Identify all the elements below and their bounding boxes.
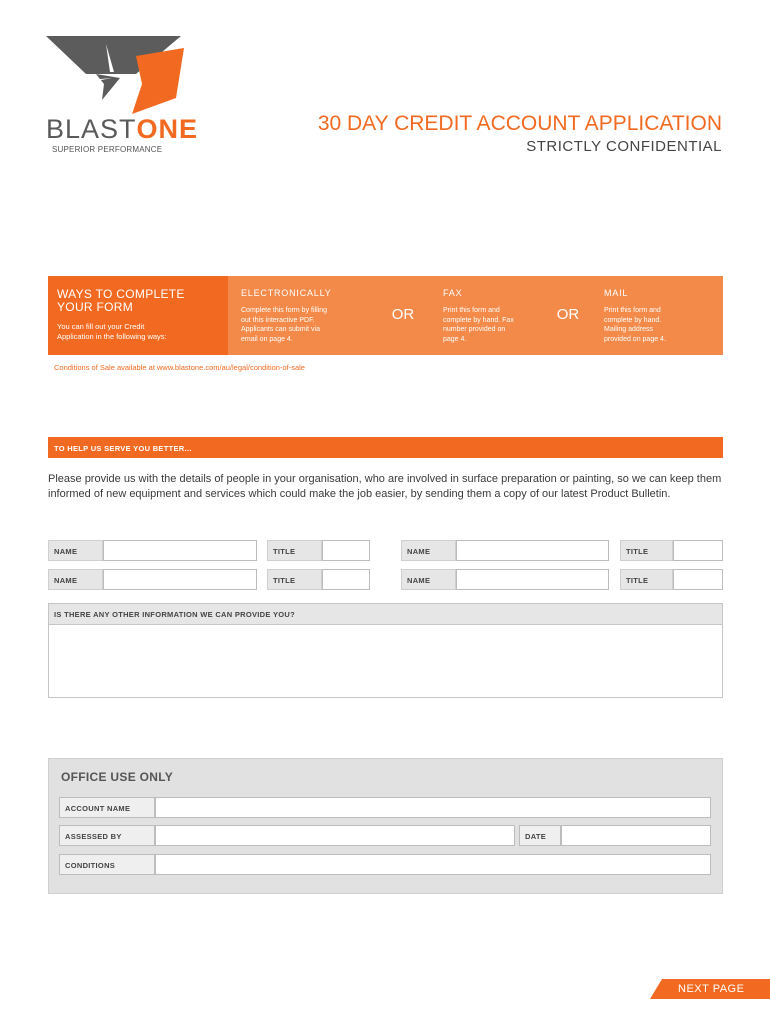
assessed-by-field[interactable] xyxy=(155,825,515,846)
method-heading: FAX xyxy=(443,288,463,298)
conditions-label: CONDITIONS xyxy=(59,854,155,875)
title-label: TITLE xyxy=(620,569,673,590)
next-page-button[interactable] xyxy=(650,979,770,999)
page-subtitle: STRICTLY CONFIDENTIAL xyxy=(526,138,722,155)
name-label: NAME xyxy=(401,569,456,590)
method-electronically xyxy=(228,276,378,355)
name-field[interactable] xyxy=(103,540,257,561)
assessed-by-label: ASSESSED BY xyxy=(59,825,155,846)
method-description: Complete this form by filling out this interactive PDF. Applicants can submit via email on page 4. xyxy=(241,307,327,343)
method-heading: MAIL xyxy=(604,288,629,298)
name-field[interactable] xyxy=(456,540,609,561)
or-separator: OR xyxy=(378,276,428,355)
conditions-field[interactable] xyxy=(155,854,711,875)
name-field[interactable] xyxy=(103,569,257,590)
page-title: 30 DAY CREDIT ACCOUNT APPLICATION xyxy=(317,112,722,135)
name-label: NAME xyxy=(48,569,103,590)
logo-tagline: SUPERIOR PERFORMANCE xyxy=(52,145,163,154)
title-field[interactable] xyxy=(322,540,370,561)
title-label: TITLE xyxy=(620,540,673,561)
method-description: Print this form and complete by hand. Mailing address provided on page 4. xyxy=(604,307,666,343)
account-name-label: ACCOUNT NAME xyxy=(59,797,155,818)
title-label: TITLE xyxy=(267,540,322,561)
other-information-heading: IS THERE ANY OTHER INFORMATION WE CAN PROVIDE YOU? xyxy=(49,604,722,625)
title-field[interactable] xyxy=(673,540,723,561)
title-field[interactable] xyxy=(322,569,370,590)
method-heading: ELECTRONICALLY xyxy=(241,288,332,298)
ways-to-complete-banner xyxy=(48,276,723,355)
method-description: Print this form and complete by hand. Fax number provided on page 4. xyxy=(443,307,514,343)
method-fax xyxy=(428,276,546,355)
ways-description: You can fill out your Credit Application in the following ways: xyxy=(57,322,167,341)
method-mail xyxy=(590,276,723,355)
next-page-label: NEXT PAGE xyxy=(678,983,745,995)
account-name-field[interactable] xyxy=(155,797,711,818)
office-use-title: OFFICE USE ONLY xyxy=(61,770,174,784)
logo-word-blast: BLAST xyxy=(46,114,137,144)
title-label: TITLE xyxy=(267,569,322,590)
or-separator: OR xyxy=(546,276,590,355)
name-field[interactable] xyxy=(456,569,609,590)
contact-row xyxy=(48,540,723,561)
contact-row xyxy=(48,569,723,590)
date-label: DATE xyxy=(519,825,561,846)
logo-wordmark xyxy=(46,114,198,145)
logo-word-one: ONE xyxy=(136,114,199,144)
title-field[interactable] xyxy=(673,569,723,590)
other-information-input[interactable] xyxy=(49,625,722,697)
name-label: NAME xyxy=(401,540,456,561)
help-section-bar: TO HELP US SERVE YOU BETTER... xyxy=(48,437,723,458)
blastone-logo-mark xyxy=(46,36,186,116)
date-field[interactable] xyxy=(561,825,711,846)
other-information-box xyxy=(48,603,723,698)
ways-intro xyxy=(48,276,228,355)
name-label: NAME xyxy=(48,540,103,561)
intro-paragraph: Please provide us with the details of people in your organisation, who are involved in surface preparation or painting, so we can keep them informed of new equipment and services which could make the job easier, by sending them a copy of our latest Product Bulletin. xyxy=(48,473,722,500)
office-use-panel xyxy=(48,758,723,894)
conditions-of-sale-link[interactable]: Conditions of Sale available at www.blastone.com/au/legal/condition-of-sale xyxy=(54,363,305,372)
ways-title: WAYS TO COMPLETE YOUR FORM xyxy=(57,287,185,314)
